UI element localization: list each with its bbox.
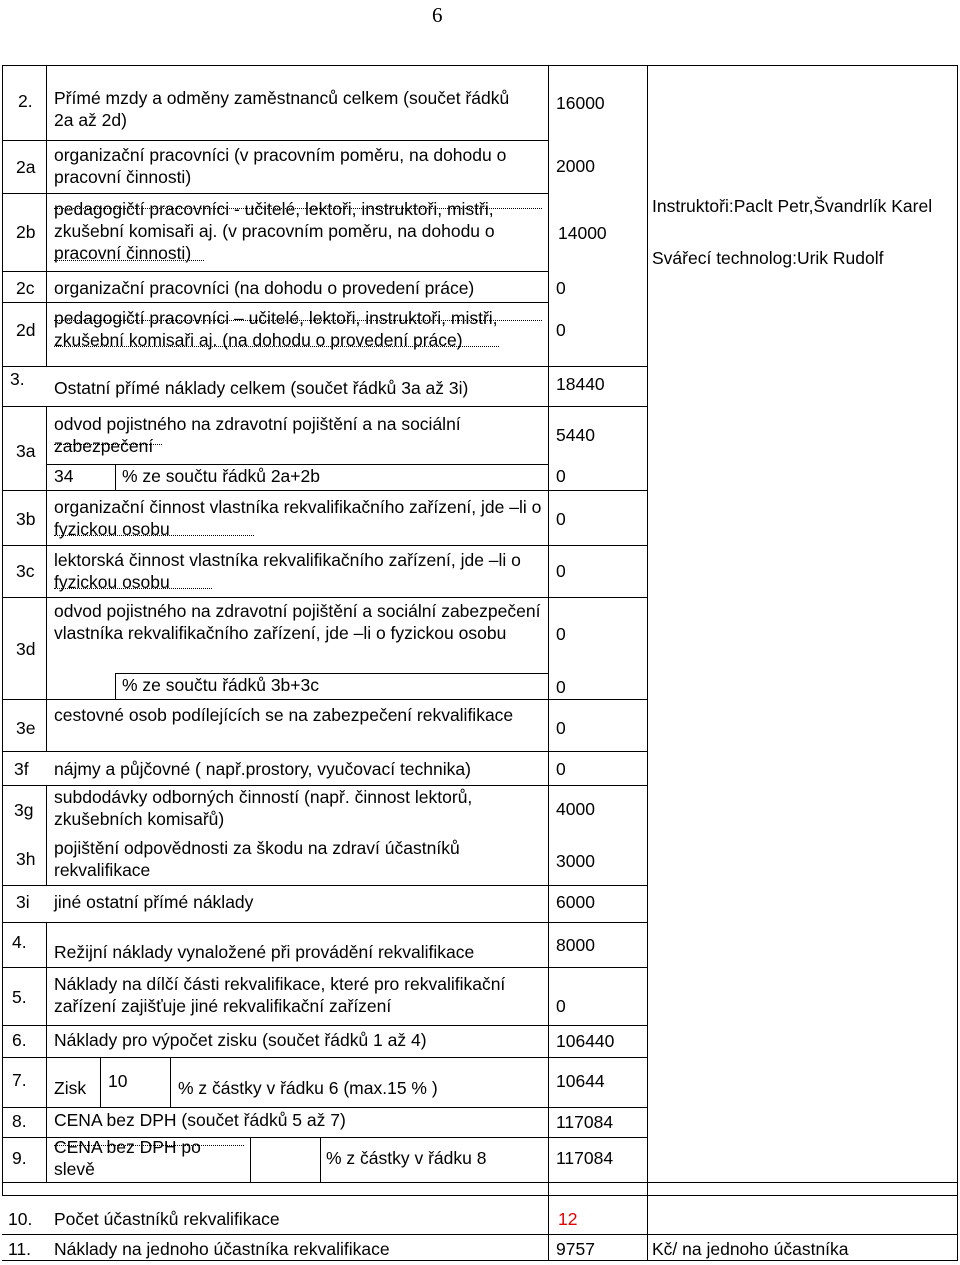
row-code: 9. — [12, 1148, 27, 1168]
row-code: 6. — [12, 1030, 27, 1050]
row-value: 6000 — [556, 892, 595, 912]
row-label: pedagogičtí pracovníci - učitelé, lektoři, instruktoři, mistři, zkušební komisaři aj. (v pracovním poměru, na dohodu o pracovní činnosti) — [54, 199, 495, 263]
note-technologist: Svářecí technolog:Urik Rudolf — [652, 248, 884, 268]
row-percent: 10 — [108, 1071, 128, 1091]
row-code: 2a — [16, 157, 36, 177]
row-code: 2c — [16, 278, 35, 298]
row-code: 3c — [16, 561, 35, 581]
row-label: organizační pracovníci (v pracovním poměru, na dohodu o pracovní činnosti) — [54, 145, 507, 187]
participant-count: 12 — [558, 1209, 578, 1229]
row-label: Zisk — [54, 1078, 87, 1098]
row-code: 3. — [10, 369, 25, 389]
row-code: 3i — [16, 892, 30, 912]
row-percent-label: % ze součtu řádků 2a+2b — [122, 466, 320, 486]
row-code: 3a — [16, 441, 36, 461]
row-label: pedagogičtí pracovníci – učitelé, lektoři, instruktoři, mistři, zkušební komisaři aj. (na dohodu o provedení práce) — [54, 308, 498, 350]
row-value: 106440 — [556, 1031, 615, 1051]
row-value: 14000 — [558, 223, 607, 243]
row-value: 3000 — [556, 851, 595, 871]
row-code: 3g — [14, 800, 34, 820]
row-value: 5440 — [556, 425, 595, 445]
row-value: 0 — [556, 759, 566, 779]
row-label: organizační pracovníci (na dohodu o provedení práce) — [54, 278, 475, 298]
row-label: jiné ostatní přímé náklady — [54, 892, 254, 912]
row-value: 16000 — [556, 93, 605, 113]
row-code: 7. — [12, 1070, 27, 1090]
row-code: 3b — [16, 509, 36, 529]
row-label: Počet účastníků rekvalifikace — [54, 1209, 280, 1229]
row-code: 3d — [16, 639, 36, 659]
row-code: 5. — [12, 987, 27, 1007]
row-label: nájmy a půjčovné ( např.prostory, vyučovací technika) — [54, 759, 471, 779]
row-code: 3f — [14, 759, 29, 779]
row-value: 117084 — [556, 1148, 614, 1168]
row-value: 4000 — [556, 799, 595, 819]
row-code: 3e — [16, 718, 36, 738]
row-label: odvod pojistného na zdravotní pojištění a na sociální zabezpečení — [54, 414, 461, 456]
row-label: CENA bez DPH po slevě — [54, 1137, 201, 1179]
row-value: 10644 — [556, 1071, 605, 1091]
row-label: Náklady na dílčí části rekvalifikace, které pro rekvalifikační zařízení zajišťuje jiné rekvalifikační zařízení — [54, 974, 506, 1016]
row-value: 8000 — [556, 935, 595, 955]
row-code: 2b — [16, 222, 36, 242]
row-value: 0 — [556, 278, 566, 298]
row-value: 0 — [556, 509, 566, 529]
row-label: cestovné osob podílejících se na zabezpečení rekvalifikace — [54, 705, 514, 725]
row-percent-value: 0 — [556, 466, 566, 486]
row-code: 3h — [16, 849, 36, 869]
page-number: 6 — [432, 3, 443, 27]
row-percent-label: % z částky v řádku 6 (max.15 % ) — [178, 1078, 438, 1098]
row-value: 0 — [556, 624, 566, 644]
row-label: organizační činnost vlastníka rekvalifikačního zařízení, jde –li o fyzickou osobu — [54, 497, 542, 539]
row-value: 2000 — [556, 156, 595, 176]
row-value: 117084 — [556, 1112, 614, 1132]
row-label: Ostatní přímé náklady celkem (součet řádků 3a až 3i) — [54, 378, 469, 398]
row-code: 4. — [12, 932, 27, 952]
row-label: CENA bez DPH (součet řádků 5 až 7) — [54, 1110, 346, 1130]
note-instructors: Instruktoři:Paclt Petr,Švandrlík Karel — [652, 196, 933, 216]
row-code: 2. — [18, 91, 33, 111]
row-code: 11. — [8, 1239, 32, 1259]
row-value: 9757 — [556, 1239, 595, 1259]
row-label: subdodávky odborných činností (např. činnost lektorů, zkušebních komisařů) — [54, 787, 473, 829]
row-label: Náklady na jednoho účastníka rekvalifikace — [54, 1239, 390, 1259]
row-label: Režijní náklady vynaložené při provádění rekvalifikace — [54, 942, 475, 962]
row-label: lektorská činnost vlastníka rekvalifikačního zařízení, jde –li o fyzickou osobu — [54, 550, 521, 592]
row-percent-label: % z částky v řádku 8 — [326, 1148, 487, 1168]
row-code: 2d — [16, 320, 36, 340]
row-value: 0 — [556, 996, 566, 1016]
row-code: 10. — [8, 1209, 33, 1229]
row-value: 0 — [556, 320, 566, 340]
row-label: Přímé mzdy a odměny zaměstnanců celkem (součet řádků 2a až 2d) — [54, 88, 510, 130]
row-label: odvod pojistného na zdravotní pojištění a sociální zabezpečení vlastníka rekvalifikačního zařízení, jde –li o fyzickou osobu — [54, 601, 541, 643]
row-percent-label: % ze součtu řádků 3b+3c — [122, 675, 319, 695]
row-label: Náklady pro výpočet zisku (součet řádků 1 až 4) — [54, 1030, 427, 1050]
row-value: 18440 — [556, 374, 605, 394]
row-code: 8. — [12, 1111, 27, 1131]
row-label: pojištění odpovědnosti za škodu na zdraví účastníků rekvalifikace — [54, 838, 460, 880]
row-percent: 34 — [54, 466, 74, 486]
row-percent-value: 0 — [556, 677, 566, 697]
row-value: 0 — [556, 561, 566, 581]
row-unit: Kč/ na jednoho účastníka — [652, 1239, 849, 1259]
row-value: 0 — [556, 718, 566, 738]
